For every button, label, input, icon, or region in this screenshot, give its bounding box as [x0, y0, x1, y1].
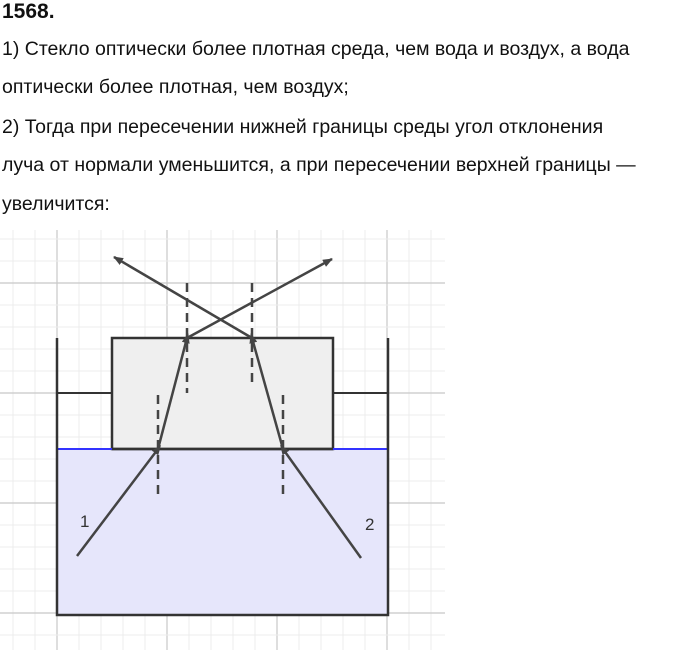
text-line-4: луча от нормали уменьшится, а при пересечении верхней границы — — [2, 154, 636, 176]
ray-2-air — [114, 257, 252, 338]
refraction-diagram — [0, 225, 450, 650]
text-line-5: увеличится: — [2, 193, 110, 215]
text-line-3: 2) Тогда при пересечении нижней границы среды угол отклонения — [2, 116, 604, 138]
text-line-2: оптически более плотная, чем воздух; — [2, 76, 349, 98]
glass-block — [112, 338, 333, 449]
ray-1-air — [187, 259, 332, 338]
ray-2-label: 2 — [365, 515, 375, 534]
text-line-1: 1) Стекло оптически более плотная среда, чем вода и воздух, а вода — [2, 38, 630, 60]
water — [57, 449, 388, 615]
ray-1-label: 1 — [80, 512, 90, 531]
problem-number: 1568. — [2, 0, 55, 23]
